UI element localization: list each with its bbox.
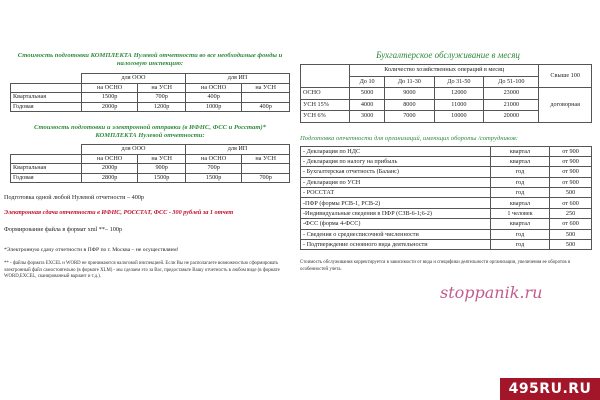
report-period: год <box>491 167 550 177</box>
cell: 700р <box>185 164 241 174</box>
cell: 700р <box>242 173 290 183</box>
table-row <box>11 74 290 84</box>
group-ooo: для ООО <box>82 145 186 155</box>
col-header: на ОСНО <box>82 83 138 93</box>
table-row <box>11 102 290 112</box>
col-header: на УСН <box>242 83 290 93</box>
report-name: -ФСС (форма 4-ФСС) <box>301 219 491 229</box>
cell: 1500р <box>82 93 138 103</box>
cell: 2800р <box>82 173 138 183</box>
table-row <box>301 188 592 198</box>
report-price: от 900 <box>550 177 592 187</box>
cell: 1500р <box>185 173 241 183</box>
right-panel <box>300 50 596 302</box>
report-name: - Бухгалтерская отчетность (Баланс) <box>301 167 491 177</box>
cell: 2000р <box>82 102 138 112</box>
report-price: от 900 <box>550 156 592 166</box>
cell: 20000 <box>484 111 539 123</box>
cell: 5000 <box>350 88 385 100</box>
col-header: на ОСНО <box>185 154 241 164</box>
report-period: квартал <box>491 219 550 229</box>
col-header: До 31-50 <box>434 76 484 88</box>
electronic-kit-table <box>10 144 290 183</box>
report-period: 1 человек <box>491 208 550 218</box>
row-label: Квартальная <box>11 93 82 103</box>
cell <box>242 164 290 174</box>
col-header: на ОСНО <box>185 83 241 93</box>
contract-price: договорная <box>539 88 592 123</box>
report-name: -ПФР (формы РСВ-1, РСВ-2) <box>301 198 491 208</box>
left-panel <box>4 52 296 281</box>
site-logo: stoppanik.ru <box>440 283 543 303</box>
report-price: от 600 <box>550 198 592 208</box>
group-ooo: для ООО <box>82 74 186 84</box>
col-header: на УСН <box>138 154 186 164</box>
cell: 2000р <box>82 164 138 174</box>
report-period: год <box>491 240 550 250</box>
table-row <box>11 145 290 155</box>
table-row <box>11 83 290 93</box>
electronic-submission-price: Электронная сдача отчетности в ИФНС, РОССТАТ, ФСС - 300 рублей за 1 отчет <box>4 209 234 216</box>
table-row <box>301 88 592 100</box>
report-price: 500 <box>550 188 592 198</box>
cell: 11000 <box>434 99 484 111</box>
row-label: ОСНО <box>301 88 350 100</box>
report-period: квартал <box>491 146 550 156</box>
group-ip: для ИП <box>185 145 289 155</box>
table-row <box>301 229 592 239</box>
xml-footnote: ** - файлы формата EXCEL и WORD не принимаются налоговой инспекцией. Если Вы не располагаете возможностью сформировать электронный файл самостоятельно (в формате XLM) - мы сделаем это за Вас, предоставьте Вашу отчетность в любом виде (в формате WORD,EXCEL, сканированный вариант и т.д.). <box>4 261 280 279</box>
xml-conversion-price: Формирование файла в формат xml **– 100р <box>4 226 123 233</box>
operations-header: Количество хозяйственных операций в месяц <box>350 65 539 77</box>
zero-report-kit-title: Стоимость подготовки КОМПЛЕКТА Нулевой отчетности во все необходимые фонды и налоговую инспекцию: <box>17 52 283 67</box>
cell: 7000 <box>385 111 434 123</box>
col-header: на УСН <box>242 154 290 164</box>
report-name: - Декларация по УСН <box>301 177 491 187</box>
report-price: 250 <box>550 208 592 218</box>
table-row <box>301 146 592 156</box>
report-name: - Сведения о среднесписочной численности <box>301 229 491 239</box>
report-period: год <box>491 177 550 187</box>
cell: 400р <box>242 102 290 112</box>
col-header: До 51-100 <box>484 76 539 88</box>
col-header: Свыше 100 <box>539 65 592 88</box>
table-row <box>11 154 290 164</box>
report-period: год <box>491 229 550 239</box>
cell: 400р <box>185 93 241 103</box>
service-note: Стоимость обслуживания корректируется в зависимости от вида и специфики деятельности организации, увеличения ее оборотов и особенностей учета. <box>300 260 571 272</box>
table-row <box>301 208 592 218</box>
row-label: Годовая <box>11 102 82 112</box>
cell: 3000 <box>350 111 385 123</box>
cell <box>242 93 290 103</box>
col-header: До 10 <box>350 76 385 88</box>
report-price: 500 <box>550 229 592 239</box>
table-row <box>301 177 592 187</box>
report-name: -Индивидуальные сведения в ПФР (СЗВ-6-1;6-2) <box>301 208 491 218</box>
pfr-note: *Электронную сдачу отчетности в ПФР по г. Москва – не осуществляем! <box>4 247 179 253</box>
cell: 700р <box>138 93 186 103</box>
report-price: 500 <box>550 240 592 250</box>
reporting-prices-table <box>300 146 592 251</box>
table-row <box>301 219 592 229</box>
table-row <box>301 198 592 208</box>
col-header: До 11-30 <box>385 76 434 88</box>
report-price: от 900 <box>550 167 592 177</box>
report-period: квартал <box>491 156 550 166</box>
single-report-price: Подготовка одной любой Нулевой отчетности – 400р <box>4 194 145 201</box>
report-name: - Подтверждение основного вида деятельности <box>301 240 491 250</box>
cell: 12000 <box>434 88 484 100</box>
row-label: УСН 6% <box>301 111 350 123</box>
cell: 1000р <box>185 102 241 112</box>
cell: 900р <box>138 164 186 174</box>
report-period: квартал <box>491 198 550 208</box>
table-row <box>301 65 592 77</box>
table-row <box>301 156 592 166</box>
zero-report-kit-table <box>10 73 290 112</box>
reporting-subtitle: Подготовка отчетности для организаций, имеющих обороты /сотрудников: <box>300 134 518 142</box>
row-label: Годовая <box>11 173 82 183</box>
cell: 1500р <box>138 173 186 183</box>
cell: 10000 <box>434 111 484 123</box>
cell: 21000 <box>484 99 539 111</box>
table-row <box>301 240 592 250</box>
table-row <box>11 173 290 183</box>
cell: 1200р <box>138 102 186 112</box>
report-name: - РОССТАТ <box>301 188 491 198</box>
cell: 8000 <box>385 99 434 111</box>
col-header: на УСН <box>138 83 186 93</box>
table-row <box>11 93 290 103</box>
table-row <box>301 167 592 177</box>
accounting-service-title: Бухгалтерское обслуживание в месяц <box>376 50 520 60</box>
report-price: от 900 <box>550 146 592 156</box>
electronic-kit-title: Стоимость подготовки и электронной отправки (в ИФНС, ФСС и Росстат)* КОМПЛЕКТА Нулевой отчетности: <box>34 124 266 139</box>
group-ip: для ИП <box>185 74 289 84</box>
row-label: Квартальная <box>11 164 82 174</box>
report-name: - Декларация по налогу на прибыль <box>301 156 491 166</box>
cell: 23000 <box>484 88 539 100</box>
col-header: на ОСНО <box>82 154 138 164</box>
report-period: год <box>491 188 550 198</box>
report-price: от 600 <box>550 219 592 229</box>
accounting-service-table <box>300 64 592 123</box>
table-row <box>11 164 290 174</box>
cell: 4000 <box>350 99 385 111</box>
cell: 9000 <box>385 88 434 100</box>
report-name: - Декларация по НДС <box>301 146 491 156</box>
row-label: УСН 15% <box>301 99 350 111</box>
watermark-badge: 495RU.RU <box>500 378 600 400</box>
